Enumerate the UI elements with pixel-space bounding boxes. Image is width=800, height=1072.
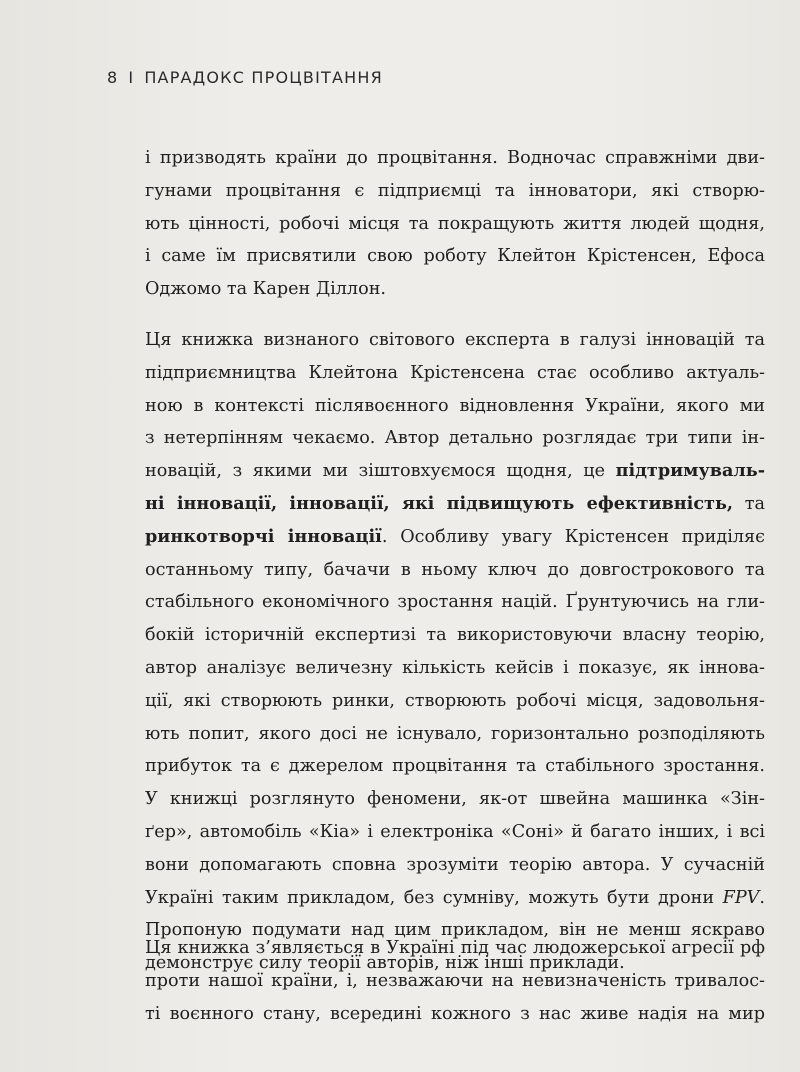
text-line (145, 488, 765, 521)
paragraph-2 (145, 324, 765, 980)
paragraph-1 (145, 142, 765, 306)
text-line (145, 521, 765, 554)
text-run: та (733, 493, 765, 514)
text-line: з нетерпінням чекаємо. Автор детально розглядає три типи ін- (145, 428, 765, 449)
text-line: підприємництва Клейтона Крістенсена стає особливо актуаль- (145, 362, 765, 383)
text-line: автор аналізує величезну кількість кейсів і показує, як іннова- (145, 657, 765, 678)
text-line (145, 882, 765, 915)
text-line: і призводять країни до процвітання. Водночас справжніми дви- (145, 148, 765, 168)
text-run: новацій, з якими ми зіштовхуємося щодня, це (145, 461, 616, 482)
running-header (107, 68, 383, 87)
text-line: гунами процвітання є підприємці та інноватори, які створю- (145, 180, 765, 201)
text-line: демонструє силу теорії авторів, ніж інші приклади. (145, 953, 625, 974)
text-run: Україні таким прикладом, без сумніву, можуть бути дрони (145, 887, 723, 908)
text-line: проти нашої країни, і, незважаючи на невизначеність тривалос- (145, 970, 765, 991)
text-line (145, 455, 765, 488)
italic-term: FPV (722, 887, 760, 908)
text-line: ною в контексті післявоєнного відновлення України, якого ми (145, 395, 765, 416)
bold-term: ринкотворчі інновації (145, 525, 382, 547)
text-line: стабільного економічного зростання націй. Ґрунтуючись на гли- (145, 592, 765, 613)
text-run: . (759, 887, 765, 908)
bold-term: підтримуваль- (615, 460, 765, 482)
page-number: 8 (107, 68, 119, 87)
text-run: . Особливу увагу Крістенсен приділяє (381, 526, 765, 547)
text-line: вони допомагають сповна зрозуміти теорію автора. У сучасній (145, 854, 765, 875)
text-line: і саме їм присвятили свою роботу Клейтон Крістенсен, Ефоса (145, 246, 765, 267)
text-line: Ця книжка визнаного світового експерта в галузі інновацій та (145, 330, 765, 350)
text-line: бокій історичній експертизі та використовуючи власну теорію, (145, 625, 765, 646)
text-line: ґер», автомобіль «Кіа» і електроніка «Соні» й багато інших, і всі (145, 821, 765, 842)
header-separator: I (128, 68, 135, 87)
text-line: ті воєнного стану, всередині кожного з нас живе надія на мир (145, 1003, 765, 1024)
text-line: Ця книжка з’являється в Україні під час людожерської агресії рф (145, 938, 765, 958)
text-line: Оджомо та Карен Діллон. (145, 279, 387, 300)
text-line: ють попит, якого досі не існувало, горизонтально розподіляють (145, 723, 765, 744)
text-line: У книжці розглянуто феномени, як-от швейна машинка «Зін- (145, 789, 765, 810)
text-line: ють цінності, робочі місця та покращують життя людей щодня, (145, 213, 765, 234)
text-line: прибуток та є джерелом процвітання та стабільного зростання. (145, 756, 765, 777)
text-line: ції, які створюють ринки, створюють робочі місця, задовольня- (145, 690, 765, 711)
text-line: Пропоную подумати над цим прикладом, він не менш яскраво (145, 920, 765, 941)
bold-term: ні інновації, інновації, які підвищують ефективність, (145, 492, 734, 514)
text-line: останньому типу, бачачи в ньому ключ до довгострокового та (145, 559, 765, 580)
book-title: ПАРАДОКС ПРОЦВІТАННЯ (144, 68, 383, 87)
paragraph-3 (145, 932, 765, 1030)
